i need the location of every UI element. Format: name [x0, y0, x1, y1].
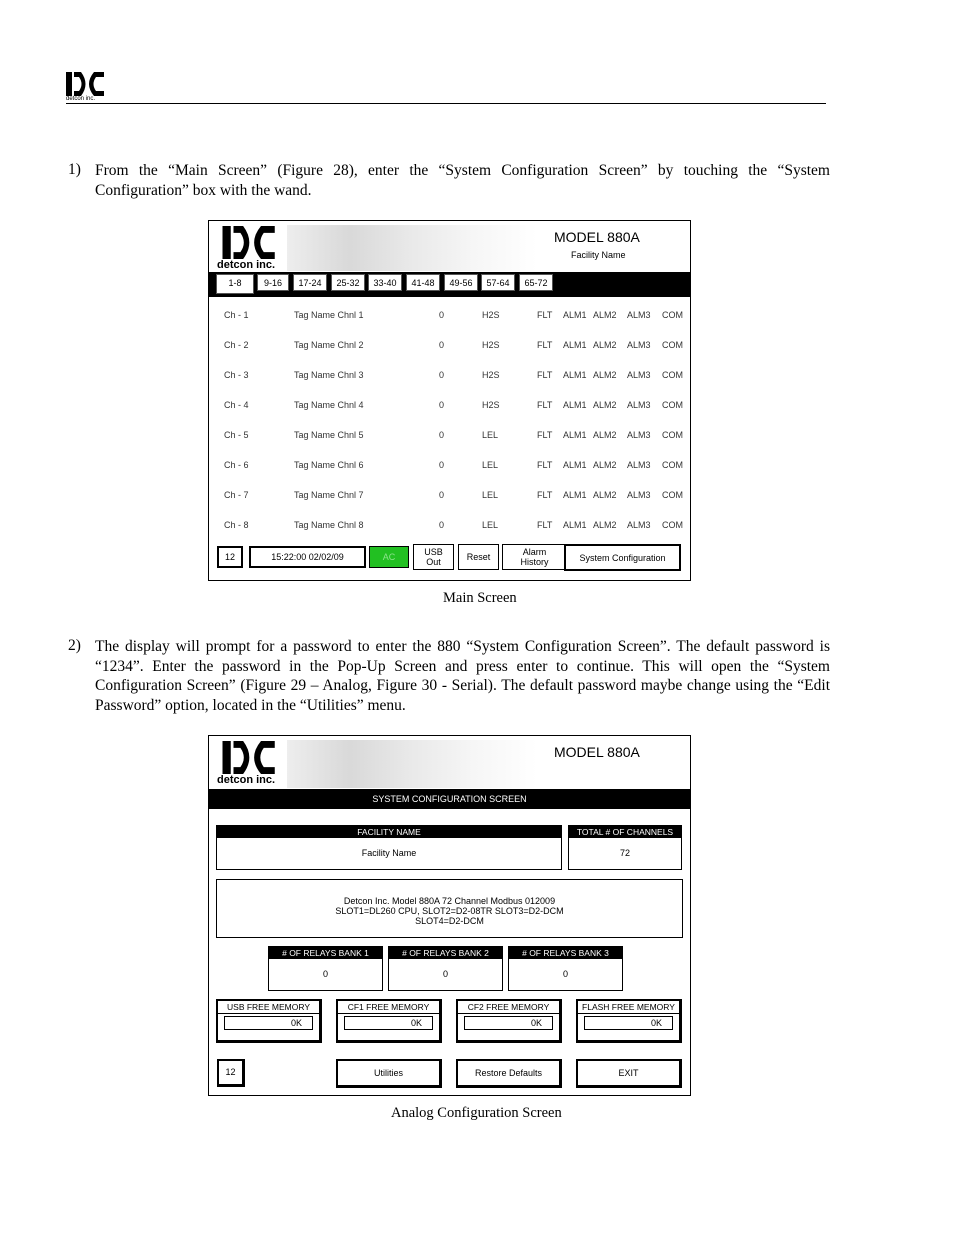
fault-status: FLT [537, 460, 553, 470]
tab-1-8[interactable]: 1-8 [216, 274, 254, 294]
alarm-1-status: ALM1 [563, 370, 587, 380]
channel-row[interactable] [209, 490, 689, 504]
channel-id: Ch - 5 [224, 430, 249, 440]
system-configuration-title-bar: SYSTEM CONFIGURATION SCREEN [209, 789, 690, 809]
step-1-number: 1) [68, 161, 81, 178]
alarm-1-status: ALM1 [563, 460, 587, 470]
tag-name: Tag Name Chnl 4 [294, 400, 364, 410]
facility-banner-image [287, 740, 537, 788]
reading-value: 0 [439, 490, 445, 500]
alarm-2-status: ALM2 [593, 400, 617, 410]
tab-33-40[interactable]: 33-40 [368, 274, 402, 291]
system-info-box [216, 879, 683, 938]
system-info-line-2: SLOT1=DL260 CPU, SLOT2=D2-08TR SLOT3=D2-DCM [335, 906, 564, 916]
com-status: COM [662, 490, 683, 500]
channel-row[interactable] [209, 520, 689, 534]
system-info-line-1: Detcon Inc. Model 880A 72 Channel Modbus 012009 [343, 896, 556, 906]
cf2-free-memory-label: CF2 FREE MEMORY [458, 1001, 559, 1014]
fault-status: FLT [537, 370, 553, 380]
system-info-line-3: SLOT4=D2-DCM [415, 916, 484, 926]
alarm-1-status: ALM1 [563, 490, 587, 500]
alarm-3-status: ALM3 [627, 310, 651, 320]
cf2-free-memory-value: 0K [464, 1016, 553, 1030]
total-channels-label: TOTAL # OF CHANNELS [569, 826, 681, 838]
flash-free-memory-value: 0K [584, 1016, 673, 1030]
reading-value: 0 [439, 520, 445, 530]
restore-defaults-button[interactable]: Restore Defaults [456, 1059, 562, 1088]
flash-free-memory-label: FLASH FREE MEMORY [578, 1001, 679, 1014]
ac-power-indicator: AC [369, 546, 409, 568]
alarm-history-label-2: History [520, 557, 549, 567]
fault-status: FLT [537, 310, 553, 320]
page-number-box[interactable]: 12 [217, 1059, 245, 1087]
gas-type: H2S [482, 370, 500, 380]
channel-row[interactable] [209, 430, 689, 444]
relays-bank-2-label: # OF RELAYS BANK 2 [389, 947, 502, 959]
usb-free-memory-label: USB FREE MEMORY [218, 1001, 319, 1014]
exit-button[interactable]: EXIT [576, 1059, 682, 1088]
relays-bank-2-box[interactable] [388, 946, 503, 991]
header-rule [66, 103, 826, 104]
reading-value: 0 [439, 460, 445, 470]
alarm-3-status: ALM3 [627, 370, 651, 380]
facility-name-value: Facility Name [361, 848, 417, 858]
relays-bank-1-box[interactable] [268, 946, 383, 991]
alarm-2-status: ALM2 [593, 490, 617, 500]
alarm-1-status: ALM1 [563, 400, 587, 410]
tab-65-72[interactable]: 65-72 [519, 274, 553, 291]
tag-name: Tag Name Chnl 5 [294, 430, 364, 440]
com-status: COM [662, 520, 683, 530]
channel-id: Ch - 3 [224, 370, 249, 380]
relays-bank-1-value: 0 [322, 969, 328, 979]
com-status: COM [662, 430, 683, 440]
channel-id: Ch - 1 [224, 310, 249, 320]
alarm-1-status: ALM1 [563, 520, 587, 530]
detcon-logo-icon [66, 72, 106, 96]
cf1-free-memory-box [336, 999, 442, 1043]
usb-out-label-1: USB [424, 547, 443, 557]
alarm-history-button[interactable] [502, 544, 567, 570]
relays-bank-3-label: # OF RELAYS BANK 3 [509, 947, 622, 959]
channel-row[interactable] [209, 370, 689, 384]
fig2-logo-text: detcon inc. [217, 774, 276, 786]
usb-out-label-2: Out [426, 557, 441, 567]
gas-type: LEL [482, 490, 499, 500]
tag-name: Tag Name Chnl 3 [294, 370, 364, 380]
alarm-3-status: ALM3 [627, 430, 651, 440]
fault-status: FLT [537, 400, 553, 410]
channel-id: Ch - 6 [224, 460, 249, 470]
channel-id: Ch - 4 [224, 400, 249, 410]
header-logo-text: detcon inc. [66, 96, 96, 102]
alarm-2-status: ALM2 [593, 370, 617, 380]
step-2-text: The display will prompt for a password to enter the 880 “System Configuration Screen”. The default password is “1234”. Enter the password in the Pop-Up Screen and press enter to continue. This will open the “System Configuration Screen” (Figure 29 – Analog, Figure 30 - Serial). The default password maybe change using the “Edit Password” option, located in the “Utilities” menu. [95, 638, 830, 714]
usb-out-button[interactable] [413, 544, 454, 570]
facility-name-box[interactable] [216, 825, 562, 870]
alarm-3-status: ALM3 [627, 460, 651, 470]
system-configuration-button[interactable]: System Configuration [564, 544, 681, 571]
page-number-box[interactable]: 12 [217, 546, 243, 568]
tag-name: Tag Name Chnl 1 [294, 310, 364, 320]
channel-id: Ch - 7 [224, 490, 249, 500]
channel-row[interactable] [209, 340, 689, 354]
gas-type: LEL [482, 460, 499, 470]
utilities-button[interactable]: Utilities [336, 1059, 442, 1088]
tab-9-16[interactable]: 9-16 [257, 274, 289, 291]
reset-button[interactable]: Reset [458, 544, 499, 570]
reading-value: 0 [439, 430, 445, 440]
tab-25-32[interactable]: 25-32 [331, 274, 365, 291]
tab-17-24[interactable]: 17-24 [293, 274, 327, 291]
step-2-number: 2) [68, 637, 81, 654]
relays-bank-1-label: # OF RELAYS BANK 1 [269, 947, 382, 959]
fig1-facility-name: Facility Name [571, 250, 626, 260]
tag-name: Tag Name Chnl 6 [294, 460, 364, 470]
gas-type: LEL [482, 520, 499, 530]
alarm-1-status: ALM1 [563, 340, 587, 350]
datetime-display: 15:22:00 02/02/09 [249, 546, 366, 568]
alarm-2-status: ALM2 [593, 520, 617, 530]
gas-type: LEL [482, 430, 499, 440]
com-status: COM [662, 400, 683, 410]
tag-name: Tag Name Chnl 2 [294, 340, 364, 350]
fault-status: FLT [537, 340, 553, 350]
com-status: COM [662, 310, 683, 320]
cf1-free-memory-label: CF1 FREE MEMORY [338, 1001, 439, 1014]
channel-row[interactable] [209, 460, 689, 474]
usb-free-memory-box [216, 999, 322, 1043]
tag-name: Tag Name Chnl 8 [294, 520, 364, 530]
tab-49-56[interactable]: 49-56 [444, 274, 478, 291]
fig1-logo-text: detcon inc. [217, 259, 276, 271]
cf2-free-memory-box [456, 999, 562, 1043]
com-status: COM [662, 370, 683, 380]
channel-id: Ch - 2 [224, 340, 249, 350]
total-channels-value: 72 [619, 848, 630, 858]
fault-status: FLT [537, 490, 553, 500]
reading-value: 0 [439, 310, 445, 320]
relays-bank-3-box[interactable] [508, 946, 623, 991]
gas-type: H2S [482, 340, 500, 350]
channel-tab-bar [209, 272, 690, 297]
reading-value: 0 [439, 340, 445, 350]
reading-value: 0 [439, 370, 445, 380]
relays-bank-2-value: 0 [442, 969, 448, 979]
facility-name-label: FACILITY NAME [217, 826, 561, 838]
channel-row[interactable] [209, 310, 689, 324]
alarm-2-status: ALM2 [593, 340, 617, 350]
fault-status: FLT [537, 430, 553, 440]
figure-1-caption: Main Screen [443, 590, 517, 606]
alarm-2-status: ALM2 [593, 460, 617, 470]
fig2-model-title: MODEL 880A [554, 744, 640, 760]
detcon-logo-icon [217, 741, 283, 774]
alarm-2-status: ALM2 [593, 310, 617, 320]
reading-value: 0 [439, 400, 445, 410]
com-status: COM [662, 460, 683, 470]
alarm-3-status: ALM3 [627, 340, 651, 350]
total-channels-box[interactable] [568, 825, 682, 870]
channel-id: Ch - 8 [224, 520, 249, 530]
facility-banner-image [287, 225, 537, 271]
alarm-3-status: ALM3 [627, 490, 651, 500]
cf1-free-memory-value: 0K [344, 1016, 433, 1030]
alarm-history-label-1: Alarm [522, 547, 547, 557]
detcon-logo-icon [217, 226, 283, 259]
main-screen-figure [208, 220, 691, 581]
com-status: COM [662, 340, 683, 350]
alarm-2-status: ALM2 [593, 430, 617, 440]
tab-41-48[interactable]: 41-48 [406, 274, 440, 291]
alarm-1-status: ALM1 [563, 430, 587, 440]
tag-name: Tag Name Chnl 7 [294, 490, 364, 500]
relays-bank-3-value: 0 [562, 969, 568, 979]
gas-type: H2S [482, 310, 500, 320]
flash-free-memory-box [576, 999, 682, 1043]
usb-free-memory-value: 0K [224, 1016, 313, 1030]
analog-configuration-figure [208, 735, 691, 1096]
fault-status: FLT [537, 520, 553, 530]
alarm-1-status: ALM1 [563, 310, 587, 320]
alarm-3-status: ALM3 [627, 520, 651, 530]
figure-2-caption: Analog Configuration Screen [391, 1105, 562, 1121]
fig1-model-title: MODEL 880A [554, 229, 640, 245]
alarm-3-status: ALM3 [627, 400, 651, 410]
step-1-text: From the “Main Screen” (Figure 28), enter the “System Configuration Screen” by touching the “System Configuration” box with the wand. [95, 162, 830, 199]
gas-type: H2S [482, 400, 500, 410]
tab-57-64[interactable]: 57-64 [481, 274, 515, 291]
channel-row[interactable] [209, 400, 689, 414]
